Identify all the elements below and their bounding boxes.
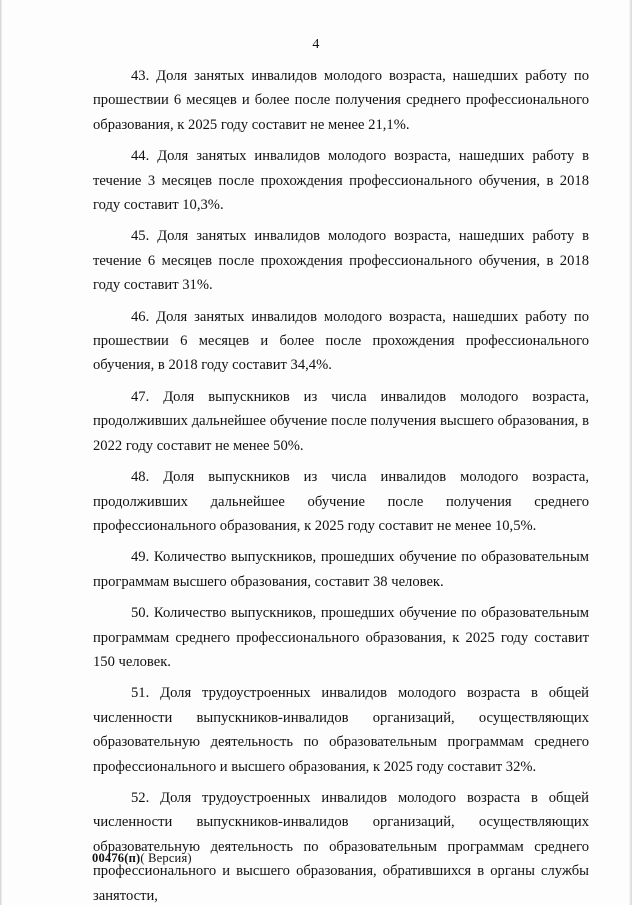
page-number: 4 [312, 37, 320, 52]
paragraph-52: 52. Доля трудоустроенных инвалидов молодого возраста в общей численности выпускников-инвалидов организаций, осуществляющих образовательную деятельность по образовательным программам среднего профессионального и высшего образования, обратившихся в органы службы занятости, [93, 789, 589, 904]
footer-doc-code [92, 851, 192, 866]
footer-version: ( Версия) [140, 851, 192, 865]
paragraph-50: 50. Количество выпускников, прошедших обучение по образовательным программам среднего профессионального образования, к 2025 году составит 150 человек. [93, 605, 589, 670]
scan-edge-left [0, 0, 2, 905]
paragraph-51: 51. Доля трудоустроенных инвалидов молодого возраста в общей численности выпускников-инвалидов организаций, осуществляющих образовательную деятельность по образовательным программам среднего профессионального и высшего образования, к 2025 году составит 32%. [93, 685, 589, 775]
footer-code: 00476(п) [92, 851, 141, 865]
paragraph-44: 44. Доля занятых инвалидов молодого возраста, нашедших работу в течение 3 месяцев после прохождения профессионального обучения, в 2018 году составит 10,3%. [93, 148, 589, 214]
document-body [93, 64, 589, 915]
paragraph-46: 46. Доля занятых инвалидов молодого возраста, нашедших работу по прошествии 6 месяцев и более после прохождения профессионального обучения, в 2018 году составит 34,4%. [93, 308, 589, 374]
paragraph-43: 43. Доля занятых инвалидов молодого возраста, нашедших работу по прошествии 6 месяцев и более после получения среднего профессионального образования, к 2025 году составит не менее 21,1%. [93, 68, 589, 133]
paragraph-48: 48. Доля выпускников из числа инвалидов молодого возраста, продолживших дальнейшее обучение после получения среднего профессионального образования, к 2025 году составит не менее 10,5%. [93, 469, 589, 534]
paragraph-45: 45. Доля занятых инвалидов молодого возраста, нашедших работу в течение 6 месяцев после прохождения профессионального обучения, в 2018 году составит 31%. [93, 228, 589, 294]
paragraph-47: 47. Доля выпускников из числа инвалидов молодого возраста, продолживших дальнейшее обучение после получения высшего образования, в 2022 году составит не менее 50%. [93, 388, 589, 454]
paragraph-49: 49. Количество выпускников, прошедших обучение по образовательным программам высшего образования, составит 38 человек. [93, 549, 589, 590]
